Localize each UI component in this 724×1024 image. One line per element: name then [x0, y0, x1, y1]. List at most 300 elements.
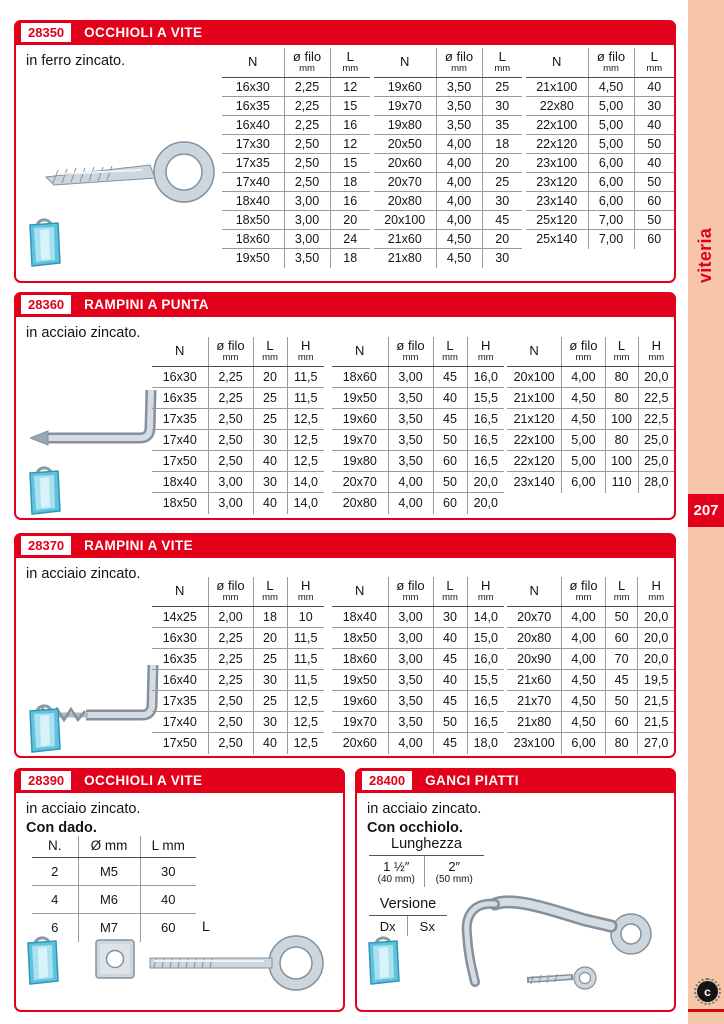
table-row: [507, 733, 674, 754]
publisher-logo: c: [697, 981, 718, 1002]
table-cell: 2,00: [208, 607, 253, 628]
column-header: L mm: [605, 577, 638, 607]
column-header: 2″ (50 mm): [424, 856, 484, 887]
table-cell: 100: [605, 409, 638, 430]
table-row: [332, 430, 504, 451]
table-row: [526, 154, 674, 173]
table-cell: 30: [253, 472, 287, 493]
material-line: in acciaio zincato.: [367, 801, 482, 817]
table-cell: 6,00: [588, 192, 634, 211]
table-cell: 30: [634, 97, 674, 116]
table-row: [374, 154, 522, 173]
table-row: [374, 116, 522, 135]
table-cell: 3,00: [388, 649, 433, 670]
table-cell: 20x70: [332, 472, 388, 493]
column-header: Ø mm: [78, 836, 140, 858]
material-note: [26, 800, 140, 838]
table-cell: 17x30: [222, 135, 284, 154]
table-cell: 27,0: [638, 733, 674, 754]
table-cell: 3,00: [208, 472, 253, 493]
table-cell: 7,00: [588, 211, 634, 230]
table-row: [152, 670, 324, 691]
section-28360: [14, 292, 676, 520]
table-cell: 2,25: [284, 116, 330, 135]
table-cell: 12,5: [287, 409, 324, 430]
table-cell: 5,00: [588, 97, 634, 116]
table-cell: 16: [330, 192, 370, 211]
table-cell: 2,50: [208, 712, 253, 733]
table-cell: 3,50: [388, 670, 433, 691]
table-cell: 70: [605, 649, 638, 670]
table-cell: 16,0: [467, 649, 504, 670]
table-cell: 17x50: [162, 736, 197, 751]
table-cell: 19x70: [374, 97, 436, 116]
table-cell: 3,50: [388, 712, 433, 733]
table-row: [222, 230, 370, 249]
table-cell: 45: [433, 649, 467, 670]
table-cell: 22x120: [507, 451, 562, 472]
table-cell: 4,00: [436, 192, 482, 211]
table-cell: 40: [433, 388, 467, 409]
table-cell: 2,25: [284, 78, 330, 97]
table-cell: 4,00: [436, 135, 482, 154]
table-cell: 5,00: [562, 451, 605, 472]
table-row: [222, 78, 370, 97]
table-cell: 3,50: [388, 451, 433, 472]
table-cell: 60: [634, 230, 674, 249]
table-cell: 4,00: [436, 211, 482, 230]
section-28370: [14, 533, 676, 758]
table-cell: 3,50: [388, 430, 433, 451]
table-cell: 6,00: [588, 154, 634, 173]
table-cell: 18x40: [332, 607, 388, 628]
table-cell: 20x70: [374, 173, 436, 192]
table-cell: 2,25: [208, 649, 253, 670]
table-cell: 18x60: [332, 649, 388, 670]
table-row: [374, 249, 522, 268]
table-row: [332, 607, 504, 628]
table-cell: 80: [605, 430, 638, 451]
column-header: ø filo mm: [436, 48, 482, 78]
spec-table-3: [526, 48, 674, 249]
table-cell: 4,00: [562, 649, 605, 670]
table-cell: 50: [433, 472, 467, 493]
table-cell: 3,00: [284, 192, 330, 211]
table-cell: 20: [253, 628, 287, 649]
section-28350: [14, 20, 676, 283]
table-cell: 21x60: [507, 670, 562, 691]
table-row: [507, 409, 674, 430]
table-row: [507, 691, 674, 712]
column-header: ø filo mm: [562, 337, 605, 367]
table-cell: 18x40: [222, 192, 284, 211]
column-header: ø filo mm: [284, 48, 330, 78]
table-cell: 40: [253, 733, 287, 754]
section-title: RAMPINI A VITE: [84, 538, 194, 553]
table-cell: 21x120: [507, 409, 562, 430]
material-line: in acciaio zincato.: [26, 801, 141, 817]
table-cell: 3,50: [388, 388, 433, 409]
spec-table-3: [507, 577, 674, 754]
package-box-icon: [24, 214, 64, 273]
table-cell: 11,5: [287, 649, 324, 670]
table-row: [507, 712, 674, 733]
table-row: [526, 97, 674, 116]
column-header: N: [507, 577, 562, 607]
table-cell: 50: [605, 691, 638, 712]
table-row: [332, 451, 504, 472]
table-row: [507, 430, 674, 451]
length-label: L: [202, 918, 210, 934]
package-box-icon: [363, 932, 403, 991]
table-row: [526, 116, 674, 135]
column-header: Dx: [379, 919, 396, 934]
table-cell: 4,50: [436, 230, 482, 249]
table-cell: 35: [482, 116, 522, 135]
table-row: [152, 472, 324, 493]
column-header: N: [152, 577, 208, 607]
column-header: H mm: [287, 577, 324, 607]
table-cell: 22x120: [526, 135, 588, 154]
table-cell: 4,00: [388, 472, 433, 493]
table-cell: 3,50: [388, 691, 433, 712]
table-cell: 3,50: [436, 78, 482, 97]
table-cell: 4,00: [562, 628, 605, 649]
table-cell: 14,0: [467, 607, 504, 628]
table-cell: 19x70: [332, 712, 388, 733]
table-cell: 80: [605, 367, 638, 388]
table-cell: 60: [140, 914, 196, 942]
table-row: [222, 173, 370, 192]
table-cell: 17x35: [152, 691, 208, 712]
table-cell: 19x70: [332, 430, 388, 451]
table-row: [152, 430, 324, 451]
table-cell: 14,0: [287, 493, 324, 514]
table-cell: 45: [482, 211, 522, 230]
table-cell: 25: [482, 78, 522, 97]
section-28370-header: [14, 533, 676, 558]
table-cell: 3,00: [208, 493, 253, 514]
column-header: L mm: [140, 836, 196, 858]
table-cell: 20x70: [507, 607, 562, 628]
table-cell: 22x100: [507, 430, 562, 451]
table-row: [374, 230, 522, 249]
table-cell: 15,0: [467, 628, 504, 649]
table-cell: 6,00: [562, 733, 605, 754]
table-cell: 50: [634, 135, 674, 154]
table-cell: 20x60: [374, 154, 436, 173]
table-cell: 20,0: [638, 607, 674, 628]
table-row: [374, 97, 522, 116]
table-row: [32, 886, 196, 914]
table-row: [152, 607, 324, 628]
table-cell: 2,25: [208, 367, 253, 388]
table-row: [332, 649, 504, 670]
table-cell: 18x60: [222, 230, 284, 249]
section-28400-header: [355, 768, 676, 793]
table-cell: 4,50: [562, 670, 605, 691]
table-cell: 30: [253, 430, 287, 451]
version-caption: Versione: [369, 896, 447, 916]
table-cell: 25: [253, 649, 287, 670]
table-row: [222, 97, 370, 116]
table-cell: 6,00: [588, 173, 634, 192]
column-header: N: [332, 337, 388, 367]
column-header: L mm: [634, 48, 674, 78]
spec-table-2: [332, 337, 504, 514]
table-row: [507, 388, 674, 409]
table-cell: 30: [482, 192, 522, 211]
table-cell: 45: [433, 367, 467, 388]
table-row: [332, 472, 504, 493]
table-cell: 20x50: [374, 135, 436, 154]
table-cell: 2,25: [208, 388, 253, 409]
table-cell: 22x100: [526, 116, 588, 135]
table-cell: 50: [433, 430, 467, 451]
table-cell: 2,50: [208, 430, 253, 451]
table-cell: 3,50: [436, 97, 482, 116]
table-cell: 3,50: [388, 409, 433, 430]
section-code-badge: 28350: [21, 23, 71, 42]
section-title: GANCI PIATTI: [425, 773, 519, 788]
column-header: H mm: [467, 577, 504, 607]
table-cell: 21x100: [507, 388, 562, 409]
table-cell: 40: [634, 116, 674, 135]
table-row: [374, 135, 522, 154]
table-cell: 12,5: [287, 691, 324, 712]
table-row: [374, 173, 522, 192]
table-cell: 16x30: [152, 367, 208, 388]
section-code-badge: 28370: [21, 536, 71, 555]
product-image-square-nut: [94, 938, 136, 980]
table-cell: 12: [330, 135, 370, 154]
table-cell: 30: [253, 712, 287, 733]
table-cell: 20x80: [507, 628, 562, 649]
table-cell: 30: [433, 607, 467, 628]
table-row: [332, 493, 504, 514]
table-cell: 17x50: [152, 451, 208, 472]
table-cell: 2,50: [284, 135, 330, 154]
table-row: [222, 211, 370, 230]
category-tab-label: viteria: [695, 227, 716, 283]
table-cell: 18: [330, 249, 370, 268]
table-cell: 6: [51, 920, 59, 936]
table-cell: 40: [634, 78, 674, 97]
table-row: [222, 135, 370, 154]
spec-table-1: [222, 48, 370, 268]
table-cell: 18: [330, 173, 370, 192]
table-cell: 20: [330, 211, 370, 230]
table-row: [374, 211, 522, 230]
table-cell: 16x35: [152, 388, 208, 409]
table-row: [507, 607, 674, 628]
table-cell: 18: [482, 135, 522, 154]
table-row: [332, 367, 504, 388]
table-cell: 18x50: [222, 211, 284, 230]
table-cell: 40: [634, 154, 674, 173]
table-cell: 18: [253, 607, 287, 628]
column-header: L mm: [433, 577, 467, 607]
table-row: [152, 733, 324, 754]
section-title: OCCHIOLI A VITE: [84, 25, 203, 40]
table-cell: 30: [482, 249, 522, 268]
table-cell: 40: [253, 451, 287, 472]
table-cell: 17x40: [152, 430, 208, 451]
column-header: Sx: [407, 916, 447, 936]
table-cell: 25,0: [638, 451, 674, 472]
table-row: [526, 78, 674, 97]
table-cell: 4,00: [562, 367, 605, 388]
column-header: ø filo mm: [208, 337, 253, 367]
table-row: [152, 388, 324, 409]
column-header: N: [222, 48, 284, 78]
table-cell: 30: [253, 670, 287, 691]
table-cell: 2,50: [284, 154, 330, 173]
table-row: [222, 116, 370, 135]
table-row: [332, 691, 504, 712]
table-cell: 40: [140, 886, 196, 914]
table-cell: 24: [330, 230, 370, 249]
band-bottom-rule: [688, 1009, 724, 1012]
table-cell: 2,50: [208, 691, 253, 712]
table-cell: 25: [253, 388, 287, 409]
column-header: L mm: [605, 337, 638, 367]
table-cell: 19x50: [332, 670, 388, 691]
table-cell: 100: [605, 451, 638, 472]
table-cell: 3,00: [388, 607, 433, 628]
table-cell: 60: [634, 192, 674, 211]
table-cell: 50: [634, 173, 674, 192]
column-header: N: [152, 337, 208, 367]
table-cell: 17x35: [222, 154, 284, 173]
table-row: [222, 249, 370, 268]
page-number: 207: [688, 494, 724, 527]
table-cell: 50: [634, 211, 674, 230]
column-header: N: [374, 48, 436, 78]
table-cell: 18,0: [467, 733, 504, 754]
table-cell: 18x40: [152, 472, 208, 493]
table-cell: 20: [482, 230, 522, 249]
table-cell: 45: [605, 670, 638, 691]
table-cell: 20,0: [467, 493, 504, 514]
table-cell: 12,5: [287, 430, 324, 451]
table-cell: 4,50: [562, 712, 605, 733]
table-cell: 23x140: [513, 475, 555, 490]
section-code-badge: 28400: [362, 771, 412, 790]
column-header: L mm: [330, 48, 370, 78]
table-cell: 19x60: [374, 78, 436, 97]
table-cell: 2,25: [284, 97, 330, 116]
table-cell: 25: [253, 691, 287, 712]
product-image-flat-hook: [435, 882, 667, 1000]
section-28400: [355, 768, 676, 1012]
table-cell: 2,50: [208, 451, 253, 472]
table-cell: 2,25: [208, 628, 253, 649]
table-row: [152, 451, 324, 472]
table-cell: 2,50: [208, 733, 253, 754]
table-cell: 3,00: [388, 367, 433, 388]
table-cell: 4,00: [388, 733, 433, 754]
table-cell: 12,5: [287, 733, 324, 754]
package-box-icon: [22, 932, 62, 991]
table-row: [507, 670, 674, 691]
table-cell: 40: [433, 628, 467, 649]
table-row: [507, 628, 674, 649]
table-row: [507, 472, 674, 493]
table-row: [507, 451, 674, 472]
table-cell: 25x140: [536, 232, 578, 247]
spec-table-3: [507, 337, 674, 493]
table-row: [222, 154, 370, 173]
table-cell: 20x100: [507, 367, 562, 388]
table-cell: 20x90: [507, 649, 562, 670]
column-header: H mm: [638, 577, 674, 607]
table-row: [222, 192, 370, 211]
column-header: H mm: [638, 337, 674, 367]
table-cell: 4: [32, 886, 78, 914]
table-cell: 3,00: [388, 628, 433, 649]
table-cell: 20x100: [374, 211, 436, 230]
table-row: [152, 649, 324, 670]
column-header: N: [526, 48, 588, 78]
table-cell: 19x50: [235, 251, 270, 266]
table-cell: 22x80: [526, 97, 588, 116]
length-caption: Lunghezza: [369, 836, 484, 856]
table-cell: 25x120: [526, 211, 588, 230]
column-header: ø filo mm: [562, 577, 605, 607]
table-cell: 4,50: [562, 691, 605, 712]
table-cell: 11,5: [287, 388, 324, 409]
table-cell: M5: [78, 858, 140, 886]
column-header: N.: [32, 836, 78, 858]
table-cell: 17x40: [152, 712, 208, 733]
table-cell: 4,50: [562, 409, 605, 430]
table-cell: 23x120: [526, 173, 588, 192]
table-cell: 11,5: [287, 670, 324, 691]
table-cell: 3,00: [284, 230, 330, 249]
table-cell: 7,00: [588, 230, 634, 249]
category-tab-viteria: [688, 200, 724, 310]
table-cell: 60: [433, 493, 467, 514]
column-header: ø filo mm: [388, 577, 433, 607]
table-cell: 11,5: [287, 367, 324, 388]
table-row: [152, 493, 324, 514]
table-cell: 16x30: [222, 78, 284, 97]
table-row: [332, 733, 504, 754]
table-cell: 20,0: [638, 628, 674, 649]
table-cell: 14x25: [152, 607, 208, 628]
table-cell: 18x50: [162, 496, 197, 511]
material-note: [367, 800, 481, 838]
table-cell: 20x80: [342, 496, 377, 511]
table-cell: 3,50: [284, 249, 330, 268]
table-cell: 21,5: [638, 691, 674, 712]
table-cell: 10: [287, 607, 324, 628]
table-row: [526, 135, 674, 154]
table-cell: 25,0: [638, 430, 674, 451]
material-note: in ferro zincato.: [26, 53, 126, 69]
column-header: ø filo mm: [388, 337, 433, 367]
table-cell: 60: [605, 712, 638, 733]
table-cell: 4,50: [562, 388, 605, 409]
table-cell: 17x35: [152, 409, 208, 430]
table-row: [152, 712, 324, 733]
table-row: [332, 388, 504, 409]
table-row: [32, 858, 196, 886]
table-cell: 28,0: [638, 472, 674, 493]
table-cell: 40: [433, 670, 467, 691]
table-cell: 3,50: [436, 116, 482, 135]
